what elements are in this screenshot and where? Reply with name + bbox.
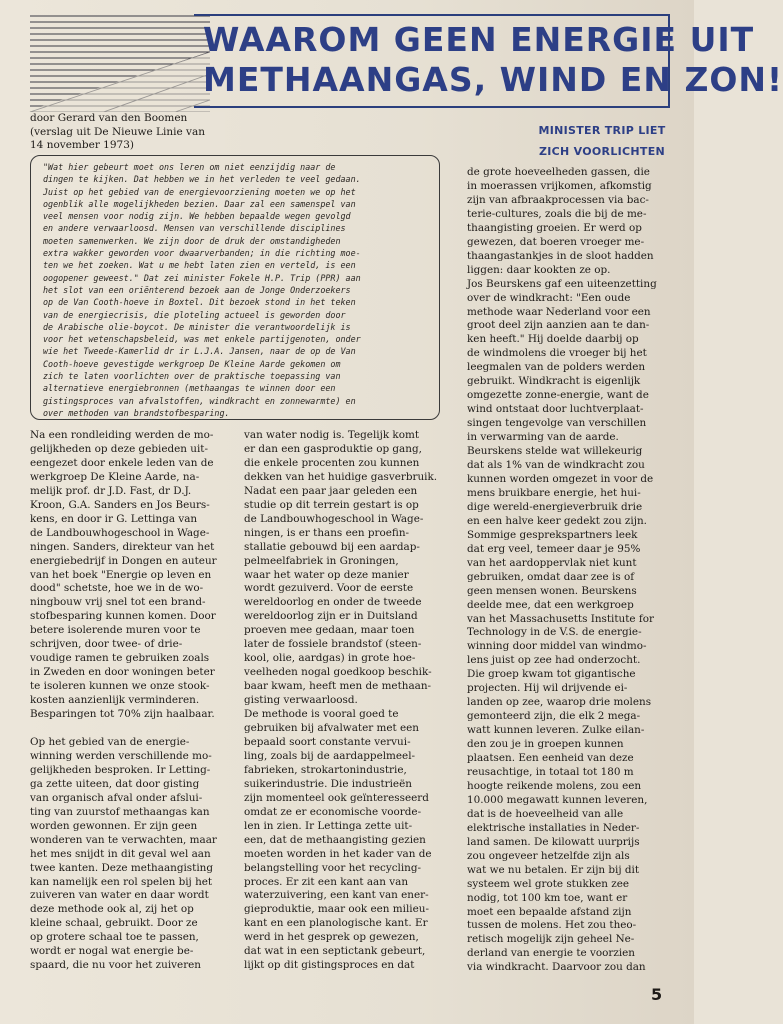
column-line: wordt gezuiverd. Voor de eerste <box>244 582 414 595</box>
column-line: moeten worden in het kader van de <box>244 847 432 860</box>
column-line: dat wat in een septictank gebeurt, <box>244 945 426 958</box>
kicker-line: MINISTER TRIP LIET <box>538 124 666 137</box>
column-line: wereldoorlog en onder de tweede <box>244 596 422 609</box>
byline-line: (verslag uit De Nieuwe Linie van <box>30 125 205 138</box>
column-line: kant en een planologische kant. Er <box>244 917 428 930</box>
column-line: later de fossiele brandstof (steen- <box>244 638 422 651</box>
column-line: singen tengevolge van verschillen <box>467 417 647 430</box>
column-line: ting van zuurstof methaangas kan <box>30 805 210 818</box>
column-line: dat als 1% van de windkracht zou <box>467 459 645 472</box>
column-line: over de windkracht: "Een oude <box>467 291 631 304</box>
column-line: veelheden nogal goedkoop beschik- <box>244 666 432 679</box>
column-line: werd in het gesprek op gewezen, <box>244 931 419 944</box>
column-line: groot deel zijn aanzien aan te dan- <box>467 319 650 332</box>
column-line: gebruikt. Windkracht is eigenlijk <box>467 375 641 388</box>
column-line: pelmeelfabriek in Groningen, <box>244 554 399 567</box>
column-line: ken heeft." Hij doelde daarbij op <box>467 333 639 346</box>
column-line: kool, olie, aardgas) in grote hoe- <box>244 652 416 665</box>
column-line: Kroon, G.A. Sanders en Jos Beurs- <box>30 498 210 511</box>
intro-text: "Wat hier gebeurt moet ons leren om niet eenzijdig naar de dingen te kijken. Dat hebben we in het verleden te veel gedaan. Juist op het gebied van de energievoorziening moeten we op het ogenblik alle mogelijkheden bezien. Daar zal een samenspel van veel mensen voor nodig zijn. We hebben bepaalde wegen gevolgd en andere verwaarloosd. Mensen van verschillende disciplines moeten samenwerken. We zijn door de druk der omstandigheden extra wakker geworden voor dwaarverbanden; in die richting moe- ten we het zoeken. Wat u me hebt laten zien en verteld, is een oogopener geweest." Dat zei minister Fokele H.P. Trip (PPR) aan het slot van een oriënterend bezoek aan de Jonge Onderzoekers op de Van Cooth-hoeve in Boxtel. Dit bezoek stond in het teken van de energiecrisis, die ploteling actueel is geworden door de Arabische olie-boycot. De minister die verantwoordelijk is voor het wetenschapsbeleid, was met enkele partijgenoten, onder wie het Tweede-Kamerlid dr ir L.J.A. Jansen, naar de op de Van Cooth-hoeve gevestigde werkgroep De Kleine Aarde gekomen om zich te laten voorlichten over de praktische toepassing van alternatieve energiebronnen (methaangas te winnen door een gistingsproces van afvalstoffen, windkracht en zonnewarmte) en over methoden van brandstofbesparing. <box>43 162 361 418</box>
column-line: zuiveren van water en daar wordt <box>30 889 209 902</box>
column-line: wind ontstaat door luchtverplaat- <box>467 403 644 416</box>
column-line: werkgroep De Kleine Aarde, na- <box>30 470 200 483</box>
column-line: wordt er nogal wat energie be- <box>30 945 194 958</box>
column-line: watt kunnen leveren. Zulke eilan- <box>467 724 645 737</box>
column-line: suikerindustrie. Die industrieën <box>244 777 412 790</box>
column-line: dat erg veel, temeer daar je 95% <box>467 542 641 555</box>
column-line: melijk prof. dr J.D. Fast, dr D.J. <box>30 484 192 497</box>
column-line: kens, en door ir G. Lettinga van <box>30 512 198 525</box>
column-line: een, dat de methaangisting gezien <box>244 833 426 846</box>
column-line: elektrische installaties in Neder- <box>467 821 640 834</box>
column-line: gelijkheden besproken. Ir Letting- <box>30 763 211 776</box>
column-line: wat we nu betalen. Er zijn bij dit <box>467 863 640 876</box>
column-line: er dan een gasproduktie op gang, <box>244 442 422 455</box>
kicker <box>536 120 668 162</box>
column-line: fabrieken, strokartonindustrie, <box>244 763 407 776</box>
column-middle <box>244 429 437 973</box>
column-line: landen op zee, waarop drie molens <box>467 696 652 709</box>
column-line: liggen: daar kookten ze op. <box>467 263 611 276</box>
column-line: nodig, tot 100 km toe, want er <box>467 891 628 904</box>
column-line: plaatsen. Een eenheid van deze <box>467 752 634 765</box>
column-line: betere isolerende muren voor te <box>30 624 201 637</box>
column-line: de windmolens die vroeger bij het <box>467 347 647 360</box>
byline-line: door Gerard van den Boomen <box>30 112 188 124</box>
column-line: de grote hoeveelheden gassen, die <box>467 166 650 178</box>
column-line: wonderen van te verwachten, maar <box>30 833 217 846</box>
column-line: proeven mee gedaan, maar toen <box>244 624 415 637</box>
column-line: methode waar Nederland voor een <box>467 305 651 318</box>
column-line: van het aardoppervlak niet kunt <box>467 556 637 569</box>
column-line: wereldoorlog zijn er in Duitsland <box>244 610 418 623</box>
column-line: Op het gebied van de energie- <box>30 735 190 748</box>
headline-line: METHAANGAS, WIND EN ZON! <box>203 60 783 99</box>
column-line: het mes snijdt in dit geval wel aan <box>30 847 211 860</box>
column-line: voudige ramen te gebruiken zoals <box>30 652 210 665</box>
column-line: spaard, die nu voor het zuiveren <box>30 959 201 972</box>
column-line: waterzuivering, een kant van ener- <box>244 889 429 902</box>
column-line: winning werden verschillende mo- <box>30 749 212 762</box>
column-line: en een halve keer gedekt zou zijn. <box>467 514 647 527</box>
column-line: dige wereld-energieverbruik drie <box>467 500 643 513</box>
headline-line: WAAROM GEEN ENERGIE UIT <box>203 20 755 59</box>
column-line: retisch mogelijk zijn geheel Ne- <box>467 933 635 946</box>
column-line: bepaald soort constante vervui- <box>244 735 411 748</box>
column-line: zijn van afbraakprocessen via bac- <box>467 193 649 206</box>
column-line: gebruiken bij afvalwater met een <box>244 722 419 735</box>
column-line: lijkt op dit gistingsproces en dat <box>244 959 415 972</box>
column-line: Sommige gesprekspartners leek <box>467 528 638 541</box>
column-line: thaangisting groeien. Er werd op <box>467 221 642 234</box>
column-line: in moerassen vrijkomen, afkomstig <box>467 179 652 192</box>
column-line: ningen, is er thans een proefin- <box>244 526 410 539</box>
column-left <box>30 429 217 973</box>
column-line: van water nodig is. Tegelijk komt <box>244 429 420 441</box>
column-line: Nadat een paar jaar geleden een <box>244 484 418 497</box>
column-line: geen mensen wonen. Beurskens <box>467 584 637 597</box>
column-line: hoogte reikende molens, zou een <box>467 779 642 792</box>
column-line: leegmalen van de polders werden <box>467 361 646 374</box>
column-line: ningbouw vrij snel tot een brand- <box>30 596 206 609</box>
intro-box <box>30 155 440 420</box>
hatched-banner-graphic <box>30 12 210 124</box>
column-line: energiebedrijf in Dongen en auteur <box>30 554 217 567</box>
column-line: deze methode ook al, zij het op <box>30 903 194 916</box>
column-line: proces. Er zit een kant aan van <box>244 875 409 888</box>
column-line: van het Massachusetts Institute for <box>467 612 654 625</box>
column-line: kan namelijk een rol spelen bij het <box>30 875 213 888</box>
column-line: thaangastankjes in de sloot hadden <box>467 249 654 262</box>
column-line: twee kanten. Deze methaangisting <box>30 861 213 874</box>
column-line: te isoleren kunnen we onze stook- <box>30 680 210 693</box>
column-line: projecten. Hij wil drijvende ei- <box>467 682 628 695</box>
column-line: Die groep kwam tot gigantische <box>467 668 636 681</box>
column-line: land samen. De kilowatt uurprijs <box>467 835 640 848</box>
column-line: den zou je in groepen kunnen <box>467 738 624 751</box>
column-line: gewezen, dat boeren vroeger me- <box>467 235 645 248</box>
column-line: omdat ze er economische voorde- <box>244 805 422 818</box>
column-line: baar kwam, heeft men de methaan- <box>244 680 432 693</box>
column-line: winning door middel van windmo- <box>467 640 647 653</box>
column-line: len in zien. Ir Lettinga zette uit- <box>244 819 413 832</box>
column-line: terie-cultures, zoals die bij de me- <box>467 207 647 220</box>
column-line: systeem wel grote stukken zee <box>467 877 630 890</box>
column-right <box>467 166 657 975</box>
byline-line: 14 november 1973) <box>30 139 134 151</box>
column-line: lens juist op zee had onderzocht. <box>467 654 641 667</box>
column-line: Beurskens stelde wat willekeurig <box>467 445 643 458</box>
column-line <box>30 722 217 736</box>
column-line: op grotere schaal toe te passen, <box>30 931 199 944</box>
column-line: zou ongeveer hetzelfde zijn als <box>467 849 630 862</box>
column-line: worden gewonnen. Er zijn geen <box>30 819 198 832</box>
column-line: studie op dit terrein gestart is op <box>244 498 419 511</box>
byline <box>30 112 225 153</box>
column-line: moet een bepaalde afstand zijn <box>467 905 632 918</box>
column-line: dood" schetste, hoe we in de wo- <box>30 582 204 595</box>
column-line: kunnen worden omgezet in voor de <box>467 472 654 485</box>
column-line: Besparingen tot 70% zijn haalbaar. <box>30 708 215 721</box>
column-line: Technology in de V.S. de energie- <box>467 626 642 639</box>
page-number: 5 <box>651 985 663 1004</box>
column-line: reusachtige, in totaal tot 180 m <box>467 765 634 778</box>
column-line: ningen. Sanders, direkteur van het <box>30 540 215 553</box>
column-line: ling, zoals bij de aardappelmeel- <box>244 749 416 762</box>
column-line: waar het water op deze manier <box>244 568 409 581</box>
column-line: stofbesparing kunnen komen. Door <box>30 610 216 623</box>
column-line: kleine schaal, gebruikt. Door ze <box>30 917 198 930</box>
column-line: in Zweden en door woningen beter <box>30 666 215 679</box>
column-line: van organisch afval onder afslui- <box>30 791 203 804</box>
column-line: in verwarming van de aarde. <box>467 431 619 444</box>
column-line: gelijkheden op deze gebieden uit- <box>30 442 208 455</box>
column-line: via windkracht. Daarvoor zou dan <box>467 961 646 974</box>
column-line: deelde mee, dat een werkgroep <box>467 598 634 611</box>
column-line: belangstelling voor het recycling- <box>244 861 422 874</box>
column-line: gisting verwaarloosd. <box>244 694 358 707</box>
column-line: tussen de molens. Het zou theo- <box>467 919 637 932</box>
column-line: van het boek "Energie op leven en <box>30 568 212 581</box>
column-line: ga zette uiteen, dat door gisting <box>30 777 200 790</box>
column-line: dat is de hoeveelheid van alle <box>467 807 624 820</box>
column-line: stallatie gebouwd bij een aardap- <box>244 540 420 553</box>
headline <box>203 20 783 100</box>
column-line: Na een rondleiding werden de mo- <box>30 429 214 441</box>
column-line: 10.000 megawatt kunnen leveren, <box>467 793 648 806</box>
column-line: gemonteerd zijn, die elk 2 mega- <box>467 710 641 723</box>
column-line: schrijven, door twee- of drie- <box>30 638 183 651</box>
column-line: mens bruikbare energie, het hui- <box>467 486 641 499</box>
column-line: omgezette zonne-energie, want de <box>467 389 649 402</box>
column-line: kosten aanzienlijk verminderen. <box>30 694 200 707</box>
column-line: derland van energie te voorzien <box>467 947 635 960</box>
column-line: gebruiken, omdat daar zee is of <box>467 570 635 583</box>
column-line: De methode is vooral goed te <box>244 708 399 721</box>
column-line: die enkele procenten zou kunnen <box>244 456 420 469</box>
column-line: dekken van het huidige gasverbruik. <box>244 470 438 483</box>
column-line: de Landbouwhogeschool in Wage- <box>30 526 210 539</box>
column-line: eengezet door enkele leden van de <box>30 456 214 469</box>
kicker-line: ZICH VOORLICHTEN <box>538 145 666 158</box>
column-line: Jos Beurskens gaf een uiteenzetting <box>467 277 657 290</box>
column-line: de Landbouwhogeschool in Wage- <box>244 512 424 525</box>
column-line: gieproduktie, maar ook een milieu- <box>244 903 429 916</box>
column-line: zijn momenteel ook geïnteresseerd <box>244 791 429 804</box>
